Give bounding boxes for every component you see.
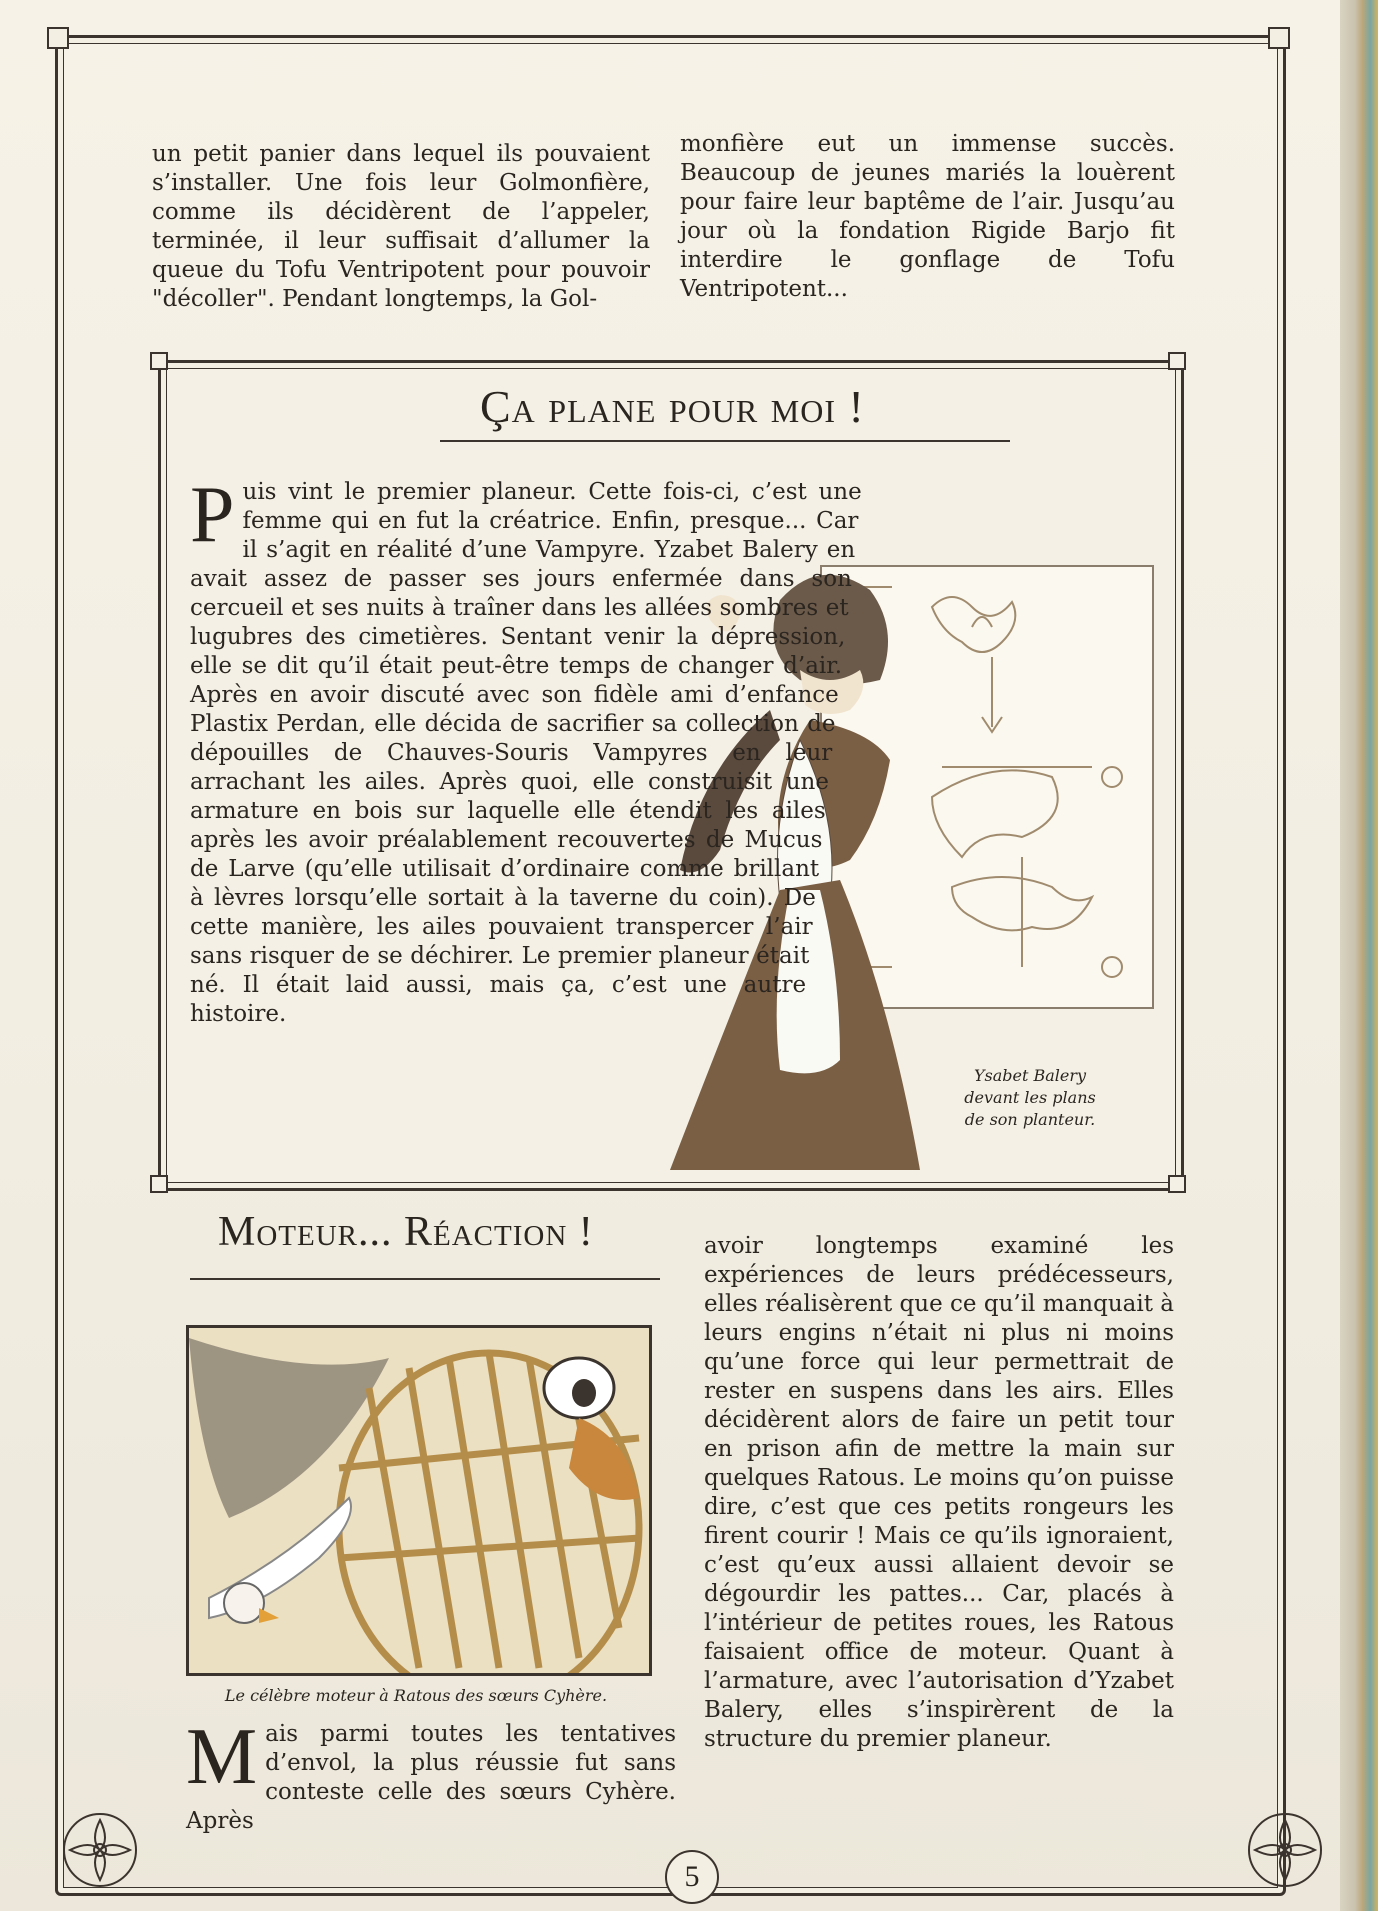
box-body-text: uis vint le premier planeur. Cette fois-ci, c’est une femme qui en fut la créatrice. Enfin, presque... Car il s’agit en réalité d’une Vampyre. Yzabet Balery en avait assez de passer ses jours enfermée dans son cercueil et ses nuits à traîner dans les allées sombres et lugubres des cimetières. Sentant venir la dépression, elle se dit qu’il était peut-être temps de changer d’air. Après en avoir discuté avec son fidèle ami d’enfance Plastix Perdan, elle décida de sacrifier sa collection de dépouilles de Chauves-Souris Vampyres en leur arrachant les ailes. Après quoi, elle construisit une armature en bois sur laquelle elle étendit les ailes après les avoir préalablement recouvertes de Mucus de Larve (qu’elle utilisait d’ordinaire comme brillant à lèvres lorsqu’elle sortait à la taverne du coin). De cette manière, les ailes pouvaient transpercer l’air sans risquer de se déchirer. Le premier planeur était né. Il était laid aussi, mais ça, c’est une autre histoire. [190, 479, 862, 1027]
illustration-caption: Ysabet Balery devant les plans de son planteur. [964, 1066, 1096, 1129]
box-corner [1168, 1175, 1186, 1193]
bottom-right-text: avoir longtemps examiné les expériences de leurs prédécesseurs, elles réalisèrent que ce qu’il manquait à leurs engins n’était ni plus ni moins qu’une force qui leur permettrait de rester en suspens dans les airs. Elles décidèrent alors de faire un petit tour en prison afin de mettre la main sur quelques Ratous. Le moins qu’on puisse dire, c’est que ces petits rongeurs les firent courir ! Mais ce qu’ils ignoraient, c’est qu’eux aussi allaient devoir se dégourdir les pattes... Car, placés à l’intérieur de petites roues, les Ratous faisaient office de moteur. Quant à l’armature, avec l’autorisation d’Yzabet Balery, elles s’inspirèrent de la structure du premier planeur. [704, 1233, 1174, 1752]
page-edge [1340, 0, 1378, 1911]
dropcap: P [190, 471, 235, 559]
frame-corner [1268, 27, 1290, 49]
flower-ornament-icon [1245, 1810, 1325, 1890]
frame-corner [47, 27, 69, 49]
ratous-engine-illustration [186, 1325, 652, 1676]
box-corner [150, 352, 168, 370]
box-paragraph-text [190, 471, 1145, 1098]
top-column-left: un petit panier dans lequel ils pouvaient s’installer. Une fois leur Golmonfière, comme ils décidèrent de l’appeler, terminée, il leur suffisait d’allumer la queue du Tofu Ventripotent pour pouvoir "décoller". Pendant longtemps, la Gol- [152, 141, 650, 312]
box-corner [150, 1175, 168, 1193]
dropcap: M [186, 1713, 258, 1801]
heading-rule [190, 1278, 660, 1280]
bottom-left-text: ais parmi toutes les tentatives d’envol, la plus réussie fut sans conteste celle des sœurs Cyhère. Après [186, 1721, 676, 1834]
flower-ornament-icon [60, 1810, 140, 1890]
box-corner [1168, 352, 1186, 370]
bottom-right-paragraph [704, 1232, 1174, 1754]
bottom-left-paragraph [186, 1713, 676, 1836]
cage-wheel-drawing [189, 1328, 649, 1673]
page-number: 5 [665, 1850, 719, 1904]
top-column-right: monfière eut un immense succès. Beaucoup de jeunes mariés la louèrent pour faire leur baptême de l’air. Jusqu’au jour où la fondation Rigide Barjo fit interdire le gonflage de Tofu Ventripotent... [680, 131, 1175, 302]
image-caption: Le célèbre moteur à Ratous des sœurs Cyhère. [224, 1686, 608, 1705]
heading-rule [440, 440, 1010, 442]
section-heading-moteur: Moteur... Réaction ! [218, 1209, 594, 1255]
section-heading: Ça plane pour moi ! [480, 381, 865, 432]
